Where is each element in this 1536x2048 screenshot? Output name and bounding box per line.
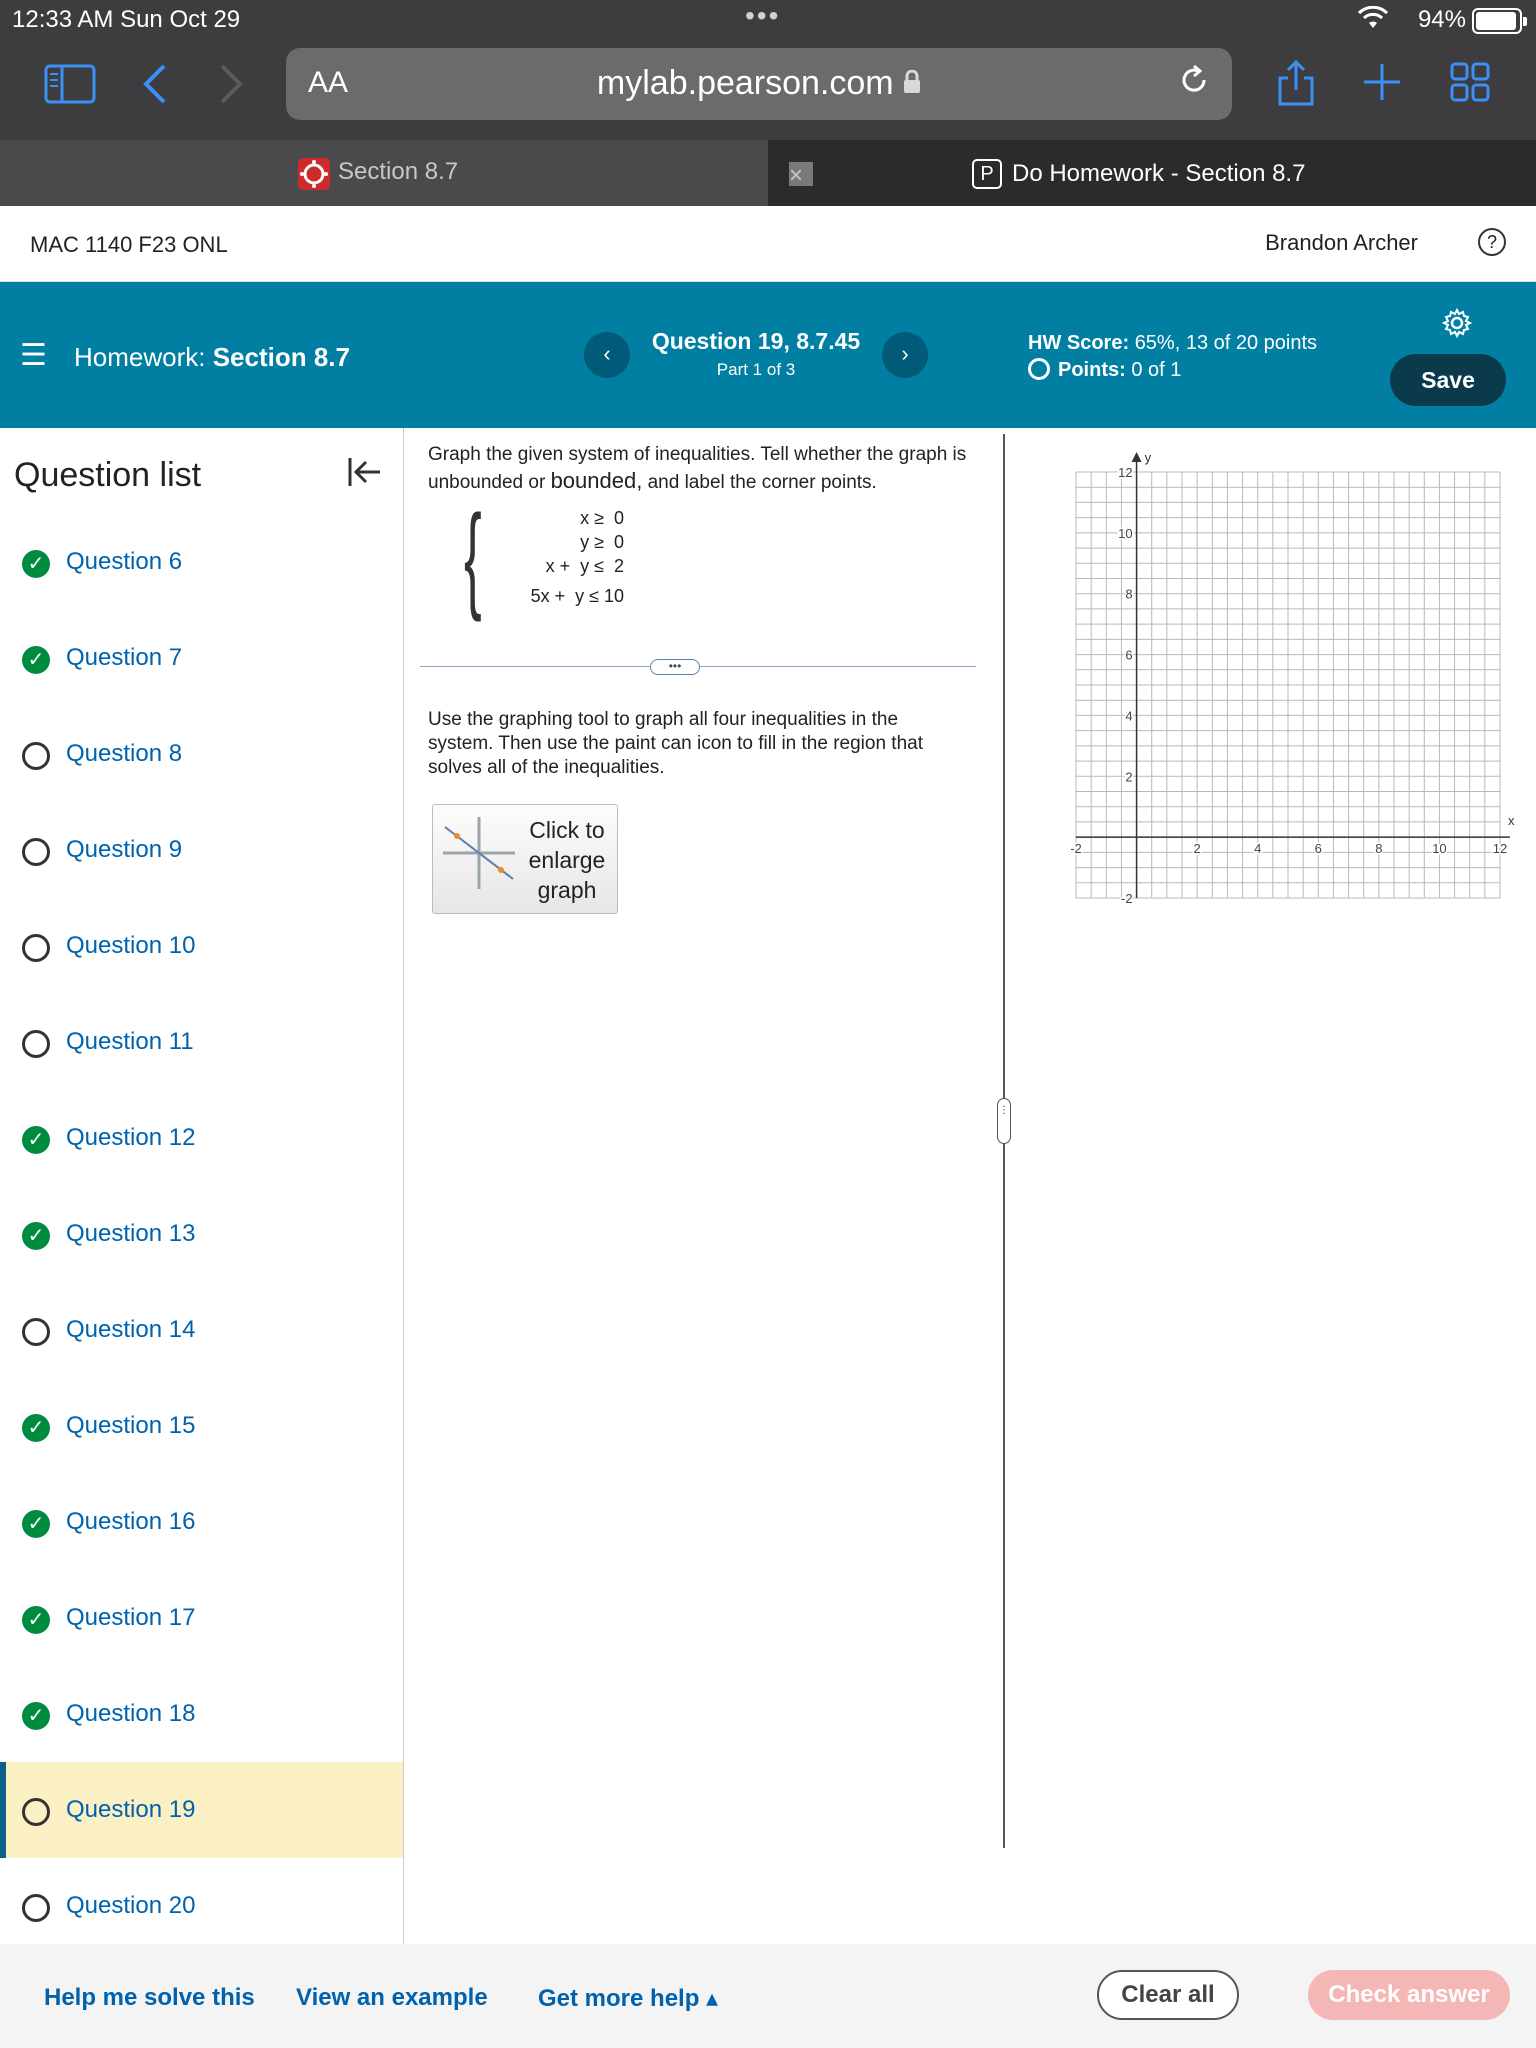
empty-circle-icon: [22, 838, 50, 866]
url-text[interactable]: mylab.pearson.com: [286, 64, 1232, 103]
y-tick-label: 10: [1118, 525, 1133, 541]
share-icon[interactable]: [1276, 58, 1316, 115]
settings-gear-icon[interactable]: [1442, 308, 1472, 346]
divider-handle[interactable]: •••: [650, 659, 700, 675]
tab-label: Section 8.7: [338, 158, 459, 185]
x-tick-label: 4: [1254, 841, 1262, 857]
next-question-button[interactable]: ›: [882, 332, 928, 378]
question-list-item[interactable]: [0, 1474, 403, 1570]
coordinate-graph[interactable]: [1060, 444, 1520, 914]
check-circle-icon: ✓: [22, 1126, 50, 1154]
browser-toolbar: [0, 42, 1536, 140]
x-tick-label: 8: [1375, 841, 1383, 857]
text-size-button[interactable]: AA: [308, 66, 349, 99]
empty-circle-icon: [22, 1030, 50, 1058]
check-circle-icon: ✓: [22, 550, 50, 578]
question-list-label: Question 9: [66, 836, 183, 863]
status-time: 12:33 AM Sun Oct 29: [12, 6, 241, 33]
homework-bar: [0, 282, 1536, 428]
pane-splitter-handle[interactable]: ⋮: [997, 1098, 1011, 1144]
x-axis-label: x: [1508, 813, 1515, 829]
check-circle-icon: ✓: [22, 1606, 50, 1634]
question-list-label: Question 11: [66, 1028, 194, 1055]
course-name: MAC 1140 F23 ONL: [30, 232, 228, 257]
question-list-item[interactable]: [0, 610, 403, 706]
question-list-item[interactable]: [0, 1186, 403, 1282]
question-prompt: Graph the given system of inequalities. Tell whether the graph is unbounded or bounded, and label the corner points.: [428, 444, 967, 493]
tab-section-8-7[interactable]: [0, 140, 768, 206]
check-circle-icon: ✓: [22, 1222, 50, 1250]
back-icon[interactable]: [140, 62, 170, 113]
question-list-item[interactable]: [0, 1282, 403, 1378]
new-tab-icon[interactable]: [1362, 62, 1402, 109]
question-list-label: Question 12: [66, 1124, 196, 1151]
y-tick-label: 4: [1125, 708, 1133, 724]
status-bar: [0, 0, 1536, 42]
question-list-item[interactable]: [0, 1570, 403, 1666]
question-pane: [404, 428, 1004, 1848]
graph-instructions: Use the graphing tool to graph all four inequalities in the system. Then use the paint can icon to fill in the region that solves all of the inequalities.: [428, 709, 923, 778]
collapse-panel-icon[interactable]: [346, 454, 382, 499]
question-list-label: Question 15: [66, 1412, 196, 1439]
question-list-panel: [0, 428, 404, 1944]
x-tick-label: 2: [1193, 841, 1201, 857]
battery-percent: 94%: [1417, 6, 1466, 33]
pearson-favicon: P: [972, 159, 1002, 189]
sidebar-icon[interactable]: [44, 64, 96, 111]
course-header: [0, 206, 1536, 282]
check-circle-icon: ✓: [22, 1414, 50, 1442]
forward-icon[interactable]: [216, 62, 246, 113]
tab-close-icon[interactable]: ×: [789, 162, 813, 186]
canvas-logo-icon: [298, 158, 330, 190]
tab-overview-icon[interactable]: [1450, 62, 1490, 109]
inequality-3: x + y ≤ 2: [545, 556, 624, 576]
wifi-icon: [1358, 6, 1388, 37]
y-axis-label: y: [1144, 450, 1152, 465]
question-title: Question 19, 8.7.45: [651, 328, 861, 354]
question-list-item[interactable]: [0, 1858, 403, 1954]
user-name[interactable]: Brandon Archer: [1265, 230, 1418, 255]
question-points: Points: 0 of 1: [1028, 358, 1181, 382]
enlarge-graph-button[interactable]: [432, 804, 618, 914]
question-list-label: Question 14: [66, 1316, 196, 1343]
reload-icon[interactable]: [1176, 62, 1212, 107]
check-circle-icon: ✓: [22, 646, 50, 674]
empty-circle-icon: [22, 1894, 50, 1922]
tab-label: Do Homework - Section 8.7: [1012, 160, 1306, 187]
x-tick-label: 12: [1492, 841, 1508, 857]
x-tick-label: 10: [1432, 841, 1447, 857]
empty-circle-icon: [22, 1798, 50, 1826]
y-tick-label: 6: [1125, 647, 1133, 663]
question-list-label: Question 16: [66, 1508, 196, 1535]
question-list-item[interactable]: [0, 898, 403, 994]
view-example-link[interactable]: View an example: [296, 1984, 488, 2011]
hw-score: HW Score: 65%, 13 of 20 points: [1028, 332, 1318, 354]
enlarge-graph-label: Click to enlarge graph: [528, 817, 606, 903]
question-list-label: Question 7: [66, 644, 183, 671]
question-list-item[interactable]: [0, 802, 403, 898]
x-tick-label: 6: [1314, 841, 1322, 857]
previous-question-button[interactable]: ‹: [584, 332, 630, 378]
clear-all-button[interactable]: Clear all: [1097, 1970, 1239, 2020]
inequality-4: 5x + y ≤ 10: [530, 586, 624, 606]
hamburger-menu-icon[interactable]: ☰: [20, 339, 47, 372]
question-list-item[interactable]: [0, 1666, 403, 1762]
question-list-label: Question 18: [66, 1700, 196, 1727]
multitasking-dots[interactable]: •••: [745, 0, 781, 31]
points-ring-icon: [1028, 358, 1050, 380]
empty-circle-icon: [22, 742, 50, 770]
bottom-action-bar: [0, 1944, 1536, 2048]
check-circle-icon: ✓: [22, 1510, 50, 1538]
question-list-item[interactable]: [0, 994, 403, 1090]
check-circle-icon: ✓: [22, 1702, 50, 1730]
y-tick-label: 12: [1118, 465, 1133, 480]
inequality-2: y ≥ 0: [580, 532, 624, 552]
homework-title: Homework: Section 8.7: [74, 342, 350, 372]
help-me-solve-link[interactable]: Help me solve this: [44, 1984, 255, 2011]
question-list-label: Question 6: [66, 548, 183, 575]
inequality-1: x ≥ 0: [580, 508, 624, 528]
empty-circle-icon: [22, 934, 50, 962]
battery-icon: [1472, 8, 1522, 34]
x-tick-label: -2: [1070, 841, 1082, 857]
question-list-item[interactable]: [0, 1378, 403, 1474]
y-axis-arrow: [1132, 452, 1142, 462]
check-answer-button[interactable]: Check answer: [1308, 1970, 1510, 2020]
y-tick-label: -2: [1121, 891, 1133, 906]
empty-circle-icon: [22, 1318, 50, 1346]
y-tick-label: 8: [1125, 586, 1133, 602]
tab-bar: [0, 140, 1536, 206]
address-bar[interactable]: [286, 48, 1232, 120]
question-list-label: Question 17: [66, 1604, 196, 1631]
question-list-label: Question 8: [66, 740, 183, 767]
question-list-label: Question 19: [66, 1796, 196, 1823]
question-part: Part 1 of 3: [716, 360, 796, 379]
question-list-item[interactable]: [0, 1090, 403, 1186]
left-brace: {: [464, 491, 482, 623]
question-list-title: Question list: [14, 456, 202, 494]
question-list-item[interactable]: [0, 1762, 403, 1858]
question-list-item[interactable]: [0, 706, 403, 802]
help-icon[interactable]: ?: [1478, 228, 1506, 256]
tab-do-homework[interactable]: [768, 140, 1536, 206]
question-list-item[interactable]: [0, 514, 403, 610]
y-tick-label: 2: [1125, 769, 1133, 785]
save-button[interactable]: Save: [1390, 354, 1506, 406]
graph-thumbnail-icon: [439, 813, 519, 893]
question-list-label: Question 13: [66, 1220, 196, 1247]
question-list-label: Question 20: [66, 1892, 196, 1919]
lock-icon: [903, 64, 921, 102]
inequality-system: [464, 491, 624, 658]
get-more-help-link[interactable]: Get more help ▴: [538, 1985, 719, 2012]
question-list-label: Question 10: [66, 932, 196, 959]
